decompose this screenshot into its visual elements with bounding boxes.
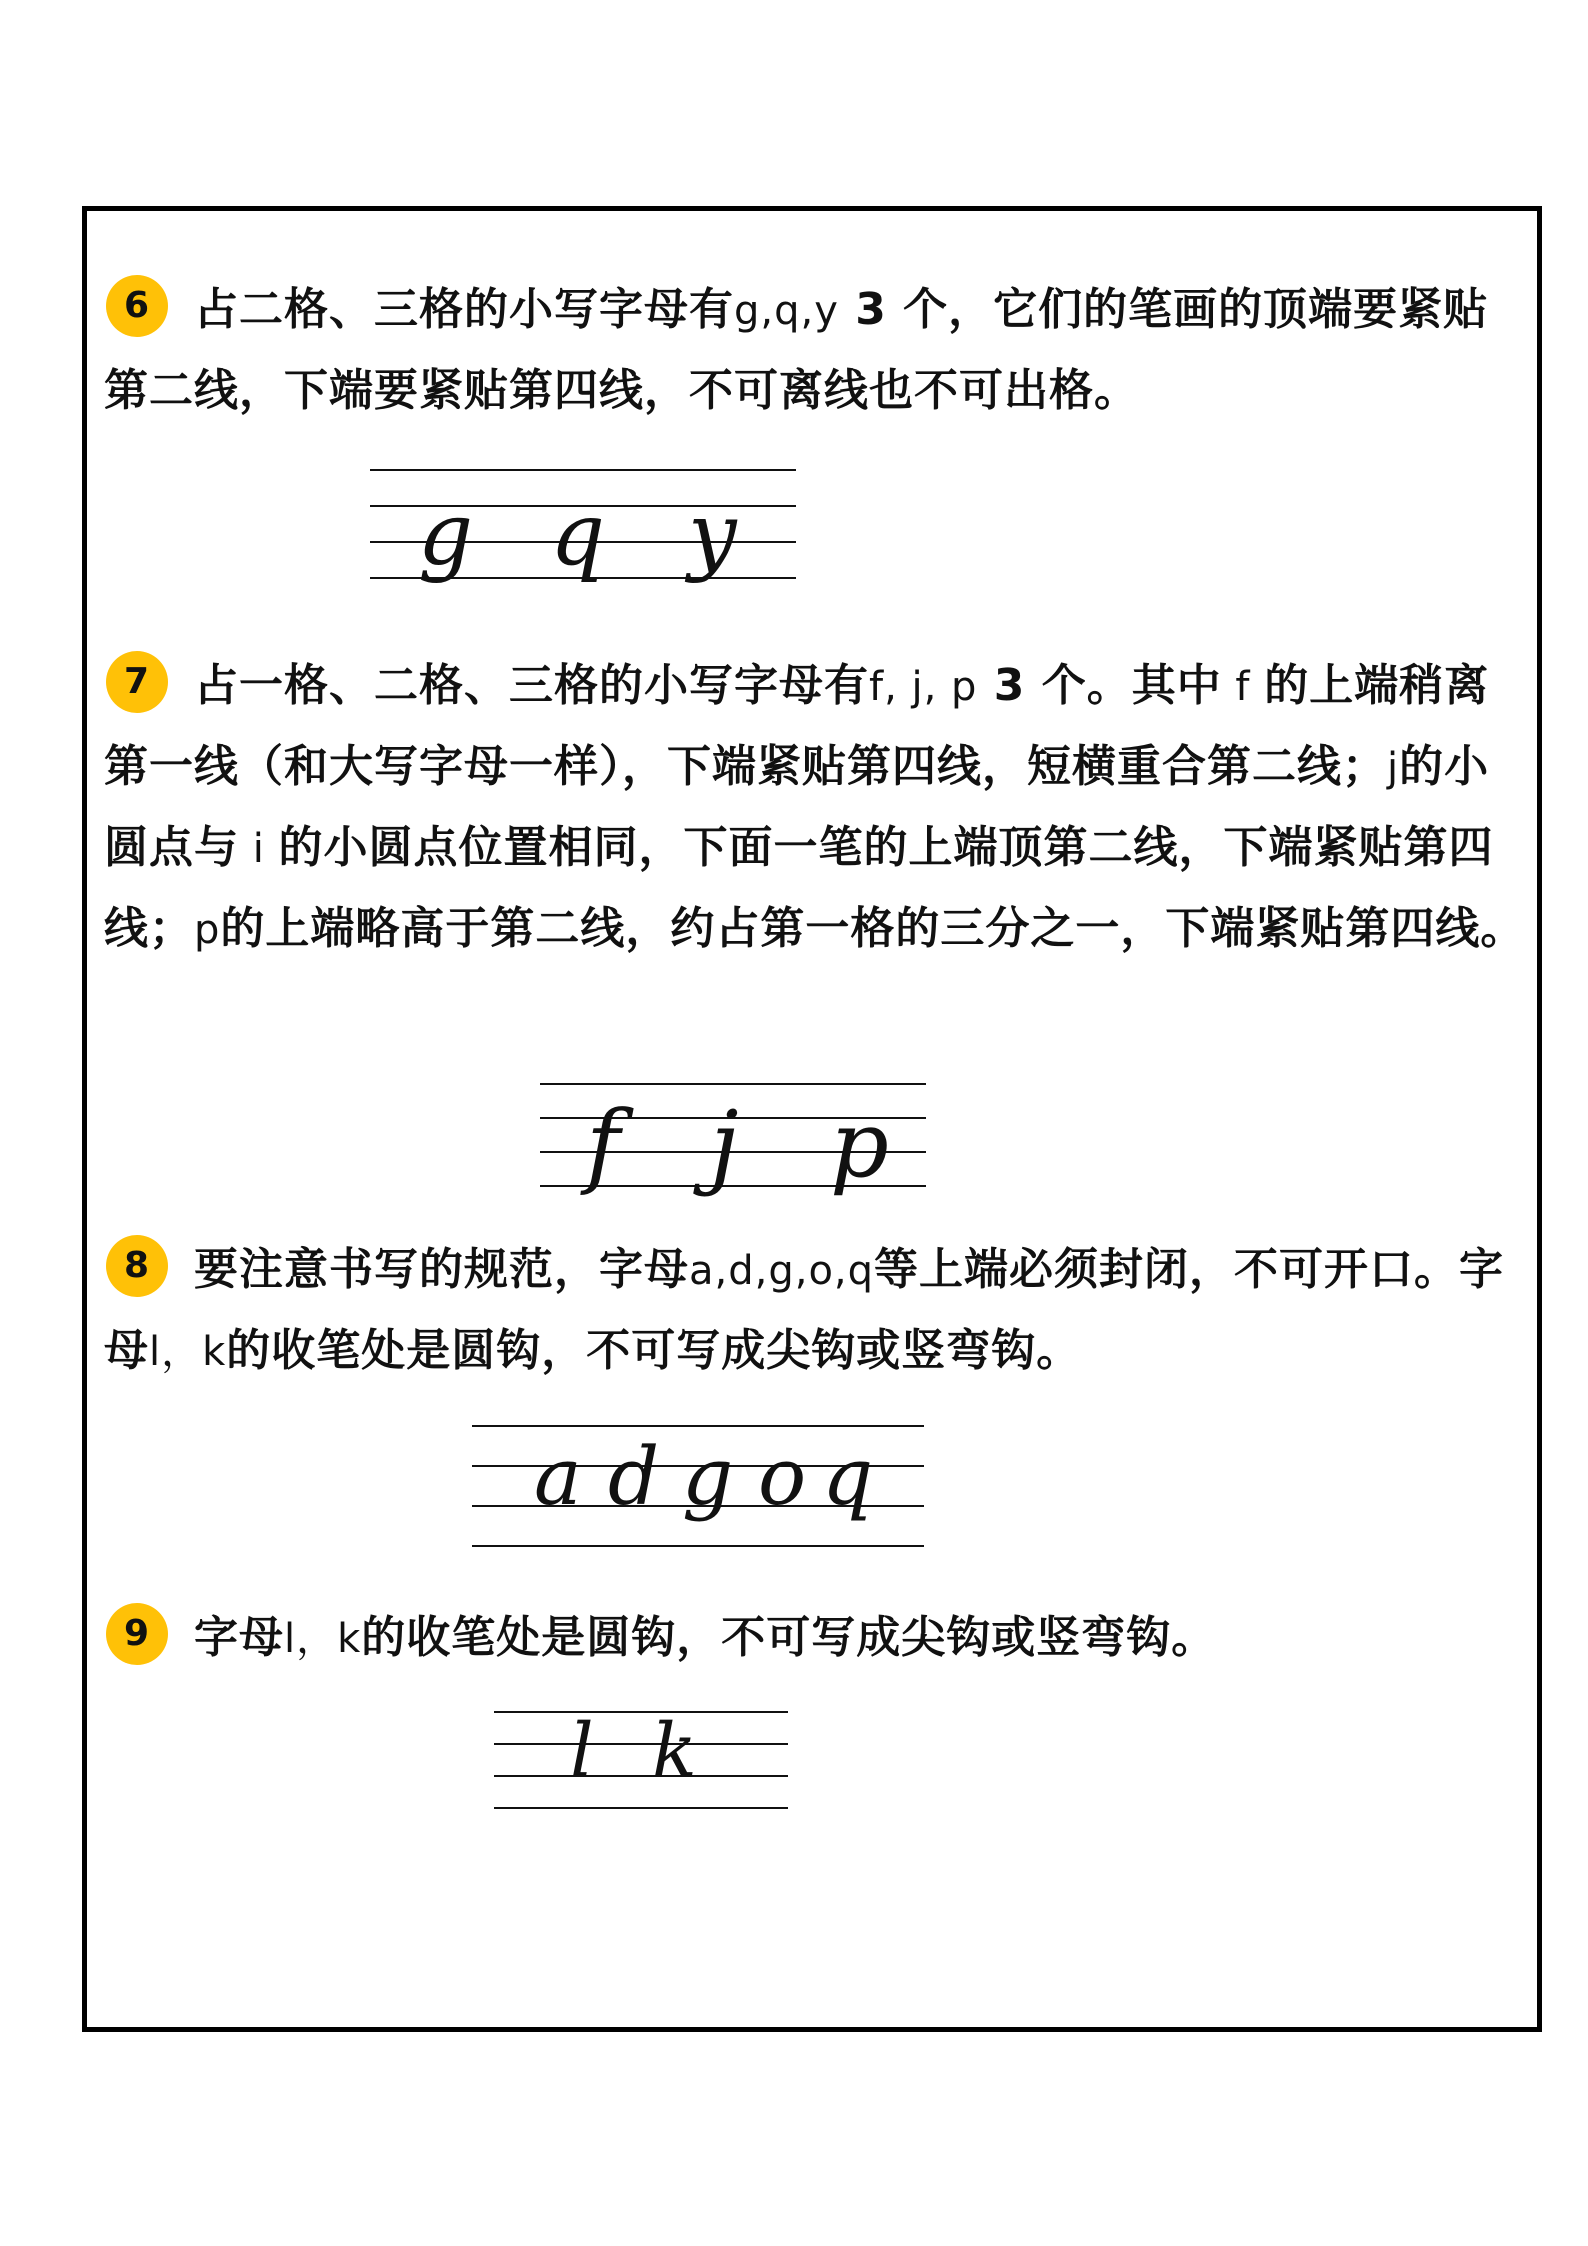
section-8-writing-lines [472,1416,928,1562]
example-letter-o: o [758,1430,807,1523]
example-letter-d: d [608,1430,660,1523]
example-letter-g: g [418,485,474,585]
section-9-text-2: 的收笔处是圆钩，不可写成尖钩或竖弯钩。 [361,1612,1217,1663]
example-letter-a: a [534,1430,582,1523]
section-7-writing-lines [540,1078,930,1198]
section-7-letter-p: p [194,907,221,953]
section-7-letter-i: i [239,826,279,872]
section-8-inline-letters-2: l，k [149,1329,227,1375]
section-7-letter-j: j [1387,745,1400,791]
section-7-inline-letters: f, j, p [869,664,978,710]
section-6-inline-letters: g,q,y [734,288,839,334]
section-7-paragraph [104,646,1528,970]
example-letter-y: y [688,485,737,585]
example-letter-q: q [822,1430,874,1523]
example-letter-l: l [570,1708,594,1794]
section-9-text-1: 字母 [194,1612,284,1663]
section-7-text-4: 的小圆点与 [104,741,1490,873]
section-6-text-after: 3 个，它们的笔画的顶端要紧贴第二线，下端要紧贴第四线，不可离线也不可出格。 [104,284,1489,416]
section-7-number-badge: 7 [106,651,168,713]
section-8-text-3: 的收笔处是圆钩，不可写成尖钩或竖弯钩。 [226,1325,1082,1376]
example-letter-k: k [652,1708,697,1794]
section-7-letter-f: f [1221,664,1265,710]
section-7-text-5: 的小圆点位置相同，下面一笔的上端顶第二线，下端紧贴第四线； [104,822,1494,954]
section-8-text-1: 要注意书写的规范，字母 [194,1244,689,1295]
section-7-text-1: 占一格、二格、三格的小写字母有 [194,660,869,711]
example-letter-f: f [586,1091,621,1198]
section-8-inline-letters: a,d,g,o,q [689,1248,875,1294]
section-6-paragraph [104,270,1528,431]
section-8-text-2: 等上端必须封闭，不可开口。字母 [104,1244,1505,1376]
section-6-number-badge: 6 [106,275,168,337]
section-9-paragraph [104,1598,1528,1679]
section-8-number-badge: 8 [106,1235,168,1297]
example-letter-g: g [682,1430,734,1523]
example-letter-q: q [550,485,606,585]
section-9-number-badge: 9 [106,1603,168,1665]
example-letter-j: j [710,1091,739,1198]
section-7-text-3: 的上端稍离第一线（和大写字母一样），下端紧贴第四线，短横重合第二线； [104,660,1490,792]
section-7-text-2: 3 个。其中 [977,660,1222,711]
section-7-text-6: 的上端略高于第二线，约占第一格的三分之一，下端紧贴第四线。 [220,903,1526,954]
section-9-inline-letters: l，k [284,1616,362,1662]
section-9-writing-lines [494,1708,794,1818]
section-6-text-before: 占二格、三格的小写字母有 [194,284,734,335]
section-8-paragraph [104,1230,1528,1392]
example-letter-p: p [830,1091,889,1198]
section-6-writing-lines [370,462,800,588]
